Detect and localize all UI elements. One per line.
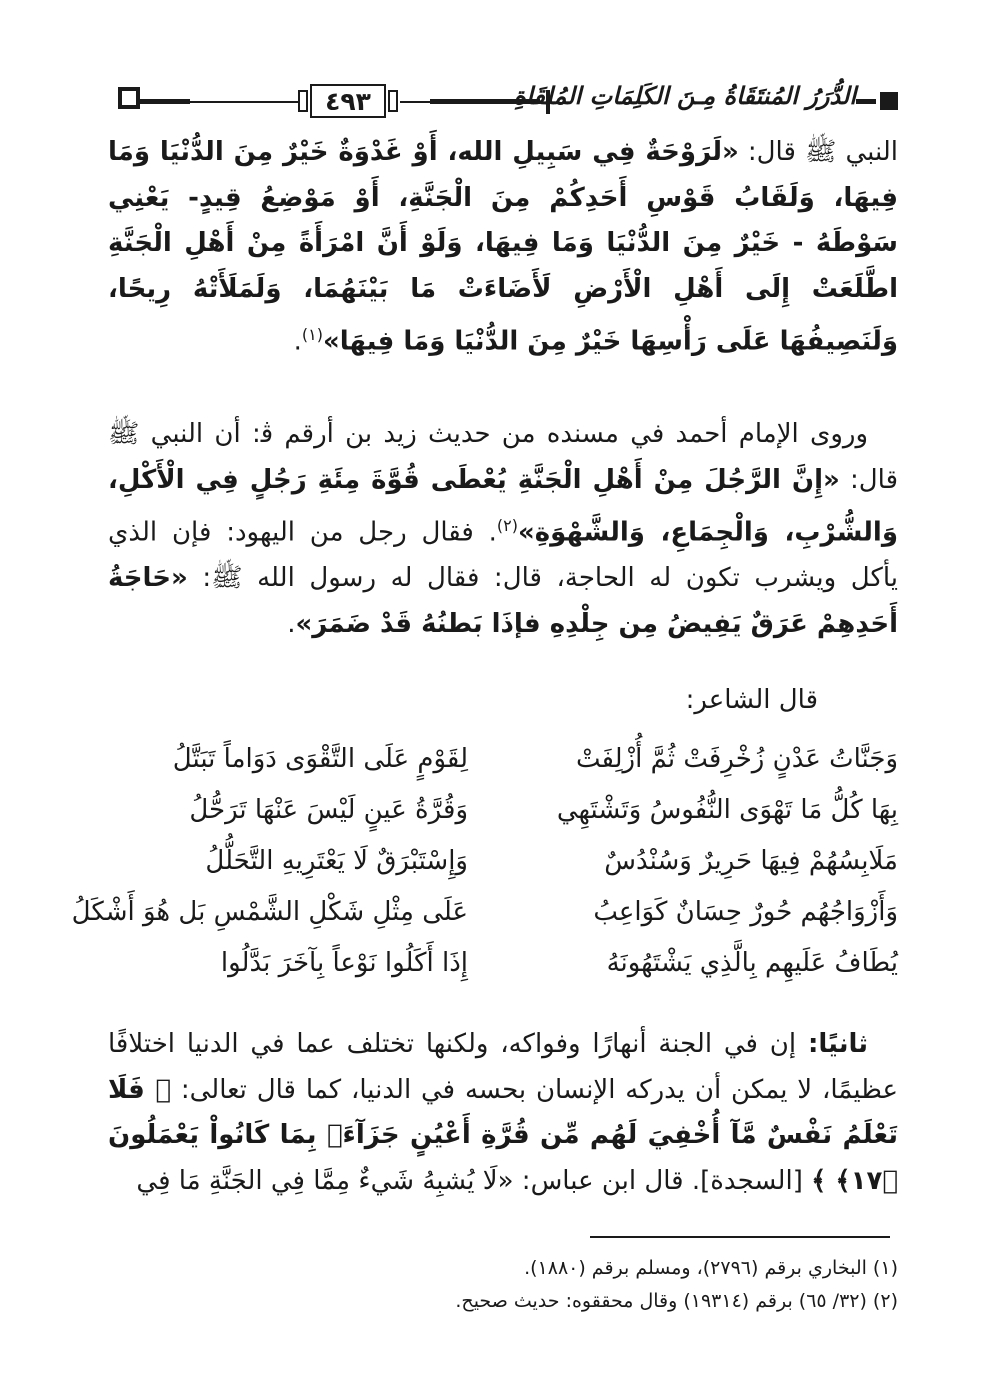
poem	[71, 744, 898, 999]
paragraph-text: إن في الجنة أنهارًا وفواكه، ولكنها تختلف عما في الدنيا اختلافًا عظيمًا، لا يمكن أن يدركه الإنسان بحسه في الدنيا، كما قال تعالى:	[108, 1029, 899, 1105]
text-middle: . فقال رجل من اليهود: فإن الذي يأكل ويشرب تكون له الحاجة، قال: فقال له رسول الله ﷺ:	[108, 517, 898, 594]
poem-verse	[108, 744, 898, 795]
header-ornament-square	[118, 87, 140, 109]
text-prefix: النبي ﷺ قال:	[738, 137, 898, 167]
header-ornament-solid	[880, 92, 898, 110]
hadith-text: «لَرَوْحَةٌ فِي سَبِيلِ الله، أَوْ غَدْوَةٌ خَيْرٌ مِنَ الدُّنْيَا وَمَا فِيهَا، وَلَقَابُ قَوْسِ أَحَدِكُمْ مِنَ الْجَنَّةِ، أَوْ مَوْضِعُ قِيدٍ- يَعْنِي سَوْطَهُ - خَيْرٌ مِنَ الدُّنْيَا وَمَا فِيهَا، وَلَوْ أَنَّ امْرَأَةً مِنْ أَهْلِ الْجَنَّةِ اطَّلَعَتْ إِلَى أَهْلِ الْأَرْضِ لَأَضَاءَتْ مَا بَيْنَهُمَا، وَلَمَلَأَتْهُ رِيحًا، وَلَنَصِيفُهَا عَلَى رَأْسِهَا خَيْرٌ مِنَ الدُّنْيَا وَمَا فِيهَا»	[108, 137, 898, 357]
verse-first-hemistich: وَجَنَّاتُ عَدْنٍ زُخْرِفَتْ ثُمَّ أُزْلِفَتْ	[575, 744, 898, 774]
surah-name: [السجدة].	[683, 1165, 812, 1196]
poem-verse	[108, 795, 898, 846]
header-rule	[140, 99, 190, 104]
text-line: وروى الإمام أحمد في مسنده من حديث زيد بن أرقم ﭬ:	[251, 419, 868, 449]
quran-ayah: ﴿ فَلَا تَعْلَمُ نَفْسٌ مَّآ أُخْفِيَ لَهُم مِّن قُرَّةِ أَعْيُنٍ جَزَآءَۢ بِمَا كَانُواْ يَعْمَلُونَ ﴿١٧﴾ ﴾	[108, 1074, 898, 1196]
footnotes	[108, 1252, 898, 1318]
verse-second-hemistich: وَقُرَّةُ عَينٍ لَيْسَ عَنْهَا تَرَحُّلُ	[189, 795, 468, 825]
header-rule	[400, 101, 430, 103]
footnote: (٢) (٣٢/ ٦٥) برقم (١٩٣١٤) وقال محققوه: حديث صحيح.	[455, 1290, 898, 1312]
verse-second-hemistich: وَإِسْتَبْرَقٌ لَا يَعْتَرِيهِ التَّحَلُّلُ	[205, 846, 468, 876]
hadith-text: «إِنَّ الرَّجُلَ مِنْ أَهْلِ الْجَنَّةِ يُعْطَى قُوَّةَ مِئَةِ رَجُلٍ فِي الْأَكْلِ، وَالشُّرْبِ، وَالْجِمَاعِ، وَالشَّهْوَةِ»	[108, 464, 898, 548]
paragraph-3	[108, 1022, 898, 1204]
footnote-ref: (١)	[301, 325, 323, 344]
hadith-text: «حَاجَةُ أَحَدِهِمْ عَرَقٌ يَفِيضُ مِن جِلْدِهِ فإذَا بَطنُهُ قَدْ ضَمَرَ»	[108, 563, 898, 639]
paragraph-1	[108, 130, 898, 365]
paragraph-text: قال ابن عباس:	[513, 1165, 684, 1196]
verse-first-hemistich: وَأَزْوَاجُهُم حُورٌ حِسَانٌ كَوَاعِبُ	[593, 897, 898, 927]
page-header	[110, 84, 900, 120]
verse-second-hemistich: عَلَى مِثْلِ شَكْلِ الشَّمْسِ بَل هُوَ أَشْكَلُ	[71, 897, 468, 927]
header-rule	[190, 101, 300, 103]
footnote: (١) البخاري برقم (٢٧٩٦)، ومسلم برقم (١٨٨٠).	[524, 1257, 898, 1279]
verse-second-hemistich: إِذَا أَكَلُوا نَوْعاً بِآخَرَ بَدَّلُوا	[220, 948, 468, 978]
text-end: .	[293, 326, 302, 357]
verse-first-hemistich: مَلَابِسُهُمْ فِيهَا حَرِيرٌ وَسُنْدُسٌ	[604, 846, 898, 876]
poem-verse	[108, 846, 898, 897]
poem-verse	[108, 948, 898, 999]
verse-first-hemistich: بِهَا كُلُّ مَا تَهْوَى النُّفُوسُ وَتَشْتَهِي	[556, 795, 898, 825]
header-rule	[856, 99, 876, 104]
quote-text: «لَا يُشبِهُ شَيءٌ مِمَّا فِي الجَنَّةِ مَا فِي	[136, 1165, 514, 1196]
poem-verse	[71, 897, 898, 948]
paragraph-2	[108, 412, 898, 647]
section-label: ثانيًا:	[807, 1029, 868, 1059]
poet-intro-text: قال الشاعر:	[685, 685, 818, 715]
book-title: الدُّرَرُ المُنتَقَاةُ مِـنَ الكَلِمَاتِ المُلقَاةِ	[513, 82, 856, 110]
verse-first-hemistich: يُطَافُ عَلَيهِم بِالَّذِي يَشْتَهُونَهُ	[606, 948, 898, 978]
page-number: ٤٩٣	[310, 84, 386, 118]
text-prefix: أن النبي ﷺ قال:	[108, 419, 898, 495]
footnote-ref: (٢)	[496, 516, 519, 535]
footnote-separator	[590, 1236, 890, 1238]
verse-second-hemistich: لِقَوْمٍ عَلَى التَّقْوَى دَوَاماً تَبَتَّلُ	[172, 744, 468, 774]
text-end: .	[287, 608, 296, 639]
poet-intro	[108, 678, 898, 724]
